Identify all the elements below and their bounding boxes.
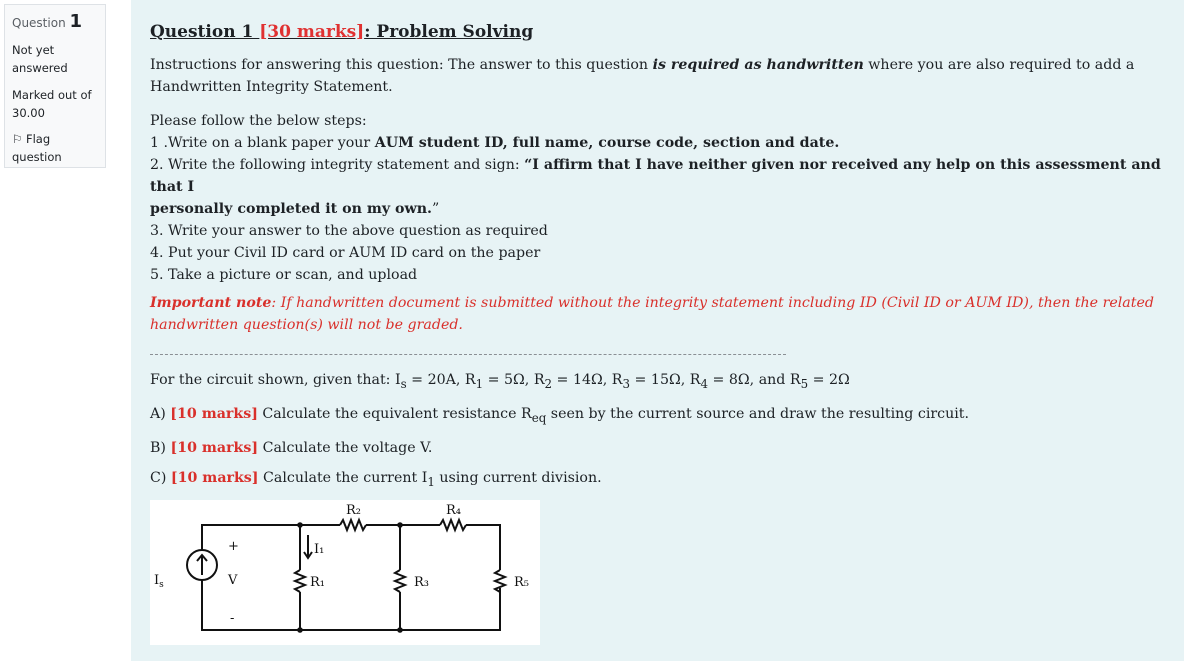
label-r1: R₁ [310,575,325,591]
step-2: 2. Write the following integrity statement and sign: “I affirm that I have neither given nor received any help on this assessment and that I [150,157,1161,195]
label-r4: R₄ [446,503,461,519]
flag-icon: ⚐ [12,132,23,146]
important-note-line2: handwritten question(s) will not be graded. [150,317,463,333]
divider [150,354,786,355]
label-is: $I_s$ [154,573,164,591]
question-title: Question 1 [30 marks]: Problem Solving [150,22,534,42]
node-dot [297,628,303,634]
step-4: 4. Put your Civil ID card or AUM ID card on the paper [150,245,541,261]
label-i1: I₁ [314,542,325,558]
step-2-cont: personally completed it on my own.” [150,201,440,217]
node-dot [297,523,303,529]
label-r3: R₃ [414,575,429,591]
status-line: answered [12,61,68,75]
label-minus: - [230,611,235,627]
label-r2: R₂ [346,503,361,519]
status-line: Not yet [12,43,55,57]
question-info-panel [4,4,106,168]
node-dot [397,523,403,529]
question-number: Question 1 [12,11,83,32]
question-content [131,0,1184,661]
given-values: For the circuit shown, given that: $I_s = 20A$, $R_1 = 5\Omega$, $R_2 = 14\Omega$, $R_3 = 15\Omega$, $R_4 = 8\Omega$, and $R_5 = 2\Omega$ [150,372,850,391]
label-v: V [228,573,238,589]
node-dot [397,628,403,634]
part-c: C) [10 marks] Calculate the current $I_1$ using current division. [150,469,602,489]
step-5: 5. Take a picture or scan, and upload [150,267,418,283]
step-1: 1 .Write on a blank paper your AUM student ID, full name, course code, section and date. [150,135,840,151]
important-note: Important note: If handwritten document is submitted without the integrity statement including ID (Civil ID or AUM ID), then the related [150,295,1154,311]
instructions: Instructions for answering this question: The answer to this question is required as handwritten where you are also required to add a [150,57,1135,73]
part-b: B) [10 marks] Calculate the voltage V. [150,439,433,456]
label-r5: R₅ [514,575,529,591]
steps-heading: Please follow the below steps: [150,113,367,129]
marks-line: Marked out of [12,88,92,102]
marks-value: 30.00 [12,106,45,120]
part-a: A) [10 marks] Calculate the equivalent resistance $R_{eq}$ seen by the current source and draw the resulting circuit. [150,405,969,425]
label-plus: + [228,539,239,555]
circuit-diagram [150,500,540,645]
step-3: 3. Write your answer to the above question as required [150,223,548,239]
flag-question-link[interactable]: ⚐ Flag question [12,132,62,164]
instructions-line2: Handwritten Integrity Statement. [150,79,393,95]
